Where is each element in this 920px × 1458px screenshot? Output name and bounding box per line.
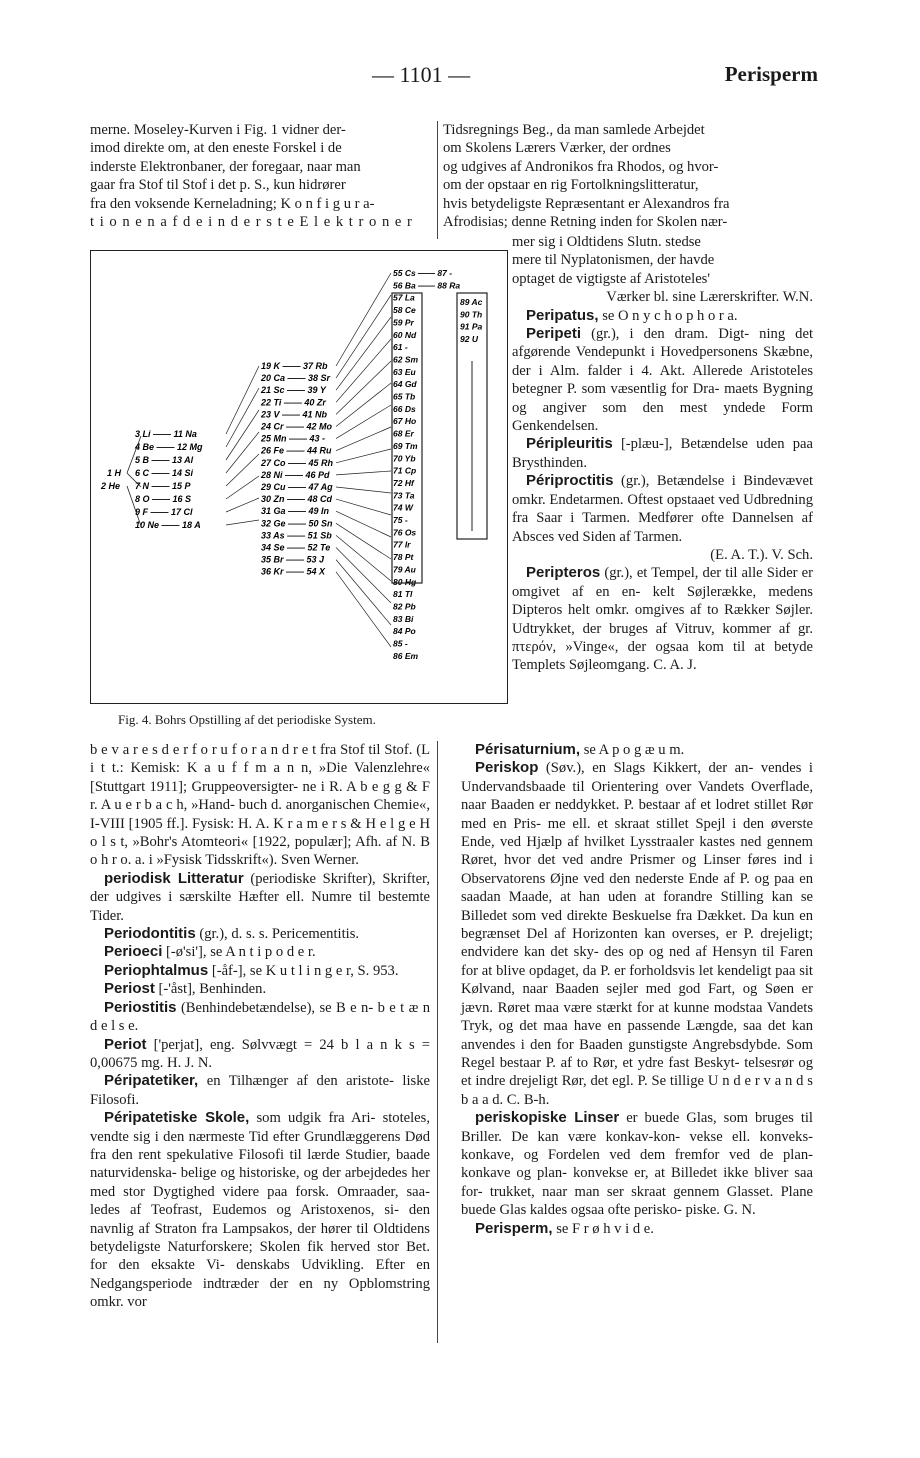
text-line: merne. Moseley-Kurven i Fig. 1 vidner der- (90, 122, 346, 138)
dictionary-entry (461, 741, 813, 759)
connector-line (226, 366, 259, 434)
element-label: 89 Ac (460, 297, 483, 307)
periodic-system-diagram (91, 251, 507, 703)
element-label: 58 Ce (393, 305, 416, 316)
element-label: 63 Eu (393, 366, 416, 377)
dictionary-entry (512, 472, 813, 546)
element-label: 56 Ba —— 88 Ra (393, 280, 461, 291)
entry-headword: Peripeti (526, 325, 582, 343)
connector-line (336, 273, 391, 366)
left-bottom-text (90, 741, 430, 1312)
element-label: 92 U (460, 334, 478, 345)
element-label: 27 Co —— 45 Rh (261, 457, 334, 468)
column-rule-top (437, 121, 438, 239)
connector-line (336, 295, 391, 378)
element-label: 20 Ca —— 38 Sr (261, 373, 331, 384)
entry-headword: Perioeci (104, 943, 163, 961)
connector-line (336, 499, 391, 515)
entry-headword: Péripleuritis (526, 435, 613, 453)
entry-text: [-'åst], Benhinden. (158, 981, 267, 998)
dictionary-entry (90, 1109, 430, 1311)
element-label: 4 Be —— 12 Mg (135, 442, 203, 452)
text-line: inderste Elektronbaner, der foregaar, naar man (90, 158, 361, 175)
page-number: — 1101 — (372, 62, 471, 87)
dictionary-entry (90, 1072, 430, 1109)
connector-line (336, 339, 391, 402)
element-label: 81 Tl (393, 589, 413, 600)
dictionary-entry (512, 435, 813, 472)
connector-line (336, 548, 391, 604)
element-label: 67 Ho (393, 416, 417, 427)
element-label: 90 Th (460, 309, 483, 320)
element-label: 8 O —— 16 S (135, 494, 192, 504)
connector-line (226, 454, 259, 486)
element-label: 10 Ne —— 18 A (135, 520, 201, 530)
element-label: 22 Ti —— 40 Zr (261, 397, 326, 408)
element-label: 62 Sm (393, 354, 419, 365)
connector-line (336, 405, 391, 439)
element-label: 31 Ga —— 49 In (261, 506, 330, 517)
element-label: 7 N —— 15 P (135, 481, 191, 491)
element-label: 35 Br —— 53 J (261, 554, 325, 565)
entry-headword: Periostitis (104, 998, 177, 1016)
element-label: 77 Ir (393, 539, 411, 550)
dictionary-entry (512, 307, 813, 325)
element-label: 60 Nd (393, 329, 417, 340)
element-label: 69 Tm (393, 440, 418, 451)
text-line: Tidsregnings Beg., da man samlede Arbejdet (443, 122, 705, 138)
dictionary-entry (90, 1036, 430, 1073)
connector-line (336, 535, 391, 581)
element-label: 26 Fe —— 44 Ru (261, 445, 332, 456)
entry-text: (gr.), i den dram. Digt- ning det afgørende Vendepunkt i Hovedpersonens Skæbne, der i Alm. falder i 4. Akt. Allerede Aristoteles betegner P. som væsentlig for Dra- maets Bygning og angiver som den mest yndede Form Genkendelsen. (512, 326, 813, 435)
entry-text: [-ø'si'], se A n t i p o d e r. (166, 944, 316, 961)
element-label: 57 La (393, 292, 415, 303)
entry-headword: Peripatus, (526, 306, 599, 324)
element-label: 29 Cu —— 47 Ag (261, 482, 333, 492)
connector-line (336, 523, 391, 559)
entry-text: (gr.), d. s. s. Pericementitis. (199, 926, 360, 943)
element-label: 3 Li —— 11 Na (135, 429, 197, 439)
element-label: 75 - (393, 515, 408, 525)
element-label: 70 Yb (393, 453, 416, 464)
entry-text: en Tilhænger af den aristote- liske Filosofi. (90, 1073, 430, 1108)
element-label: 28 Ni —— 46 Pd (261, 469, 330, 480)
element-label: 79 Au (393, 564, 416, 575)
entry-text: ['perjat], eng. Sølvvægt = 24 b l a n k s = 0,00675 mg. H. J. N. (90, 1036, 430, 1071)
element-label: 2 He (101, 481, 121, 491)
text-line: optaget de vigtigste af Aristoteles' (512, 270, 710, 287)
element-label: 65 Tb (393, 391, 416, 402)
entry-text: er buede Glas, som bruges til Briller. De kan være konkav-kon- vekse ell. konveks-konkave, og Fordelen ved dem fremfor ved de plan-konkave og plan- konvekse er, at Billedet ikke bliver saa for- trukket, naar man ser skraat gennem Glasset. Plane buede Glas kaldes ogsaa ofte perisko- piske. G. N. (461, 1110, 813, 1219)
entry-headword: Péripatetiker, (104, 1072, 199, 1090)
dictionary-entry (90, 999, 430, 1036)
figure-caption: Fig. 4. Bohrs Opstilling af det periodiske System. (118, 712, 376, 727)
element-label: 76 Os (393, 527, 417, 538)
dictionary-entry (461, 1109, 813, 1219)
entry-text: se O n y c h o p h o r a. (602, 307, 738, 324)
entry-text: (Benhindebetændelse), se B e n- b e t æ n d e l s e. (90, 999, 430, 1035)
element-label: 66 Ds (393, 403, 416, 414)
element-label: 24 Cr —— 42 Mo (261, 421, 333, 432)
text-line: t i o n e n a f d e i n d e r s t e E l e k t r o n e r (90, 214, 413, 231)
text-line: Afrodisias; denne Retning inden for Skolen nær- (443, 214, 728, 231)
right-bottom-text (461, 741, 813, 1238)
connector-line (336, 383, 391, 427)
element-label: 72 Hf (393, 477, 414, 488)
dictionary-entry (90, 962, 430, 980)
element-label: 21 Sc —— 39 Y (261, 385, 326, 396)
element-label: 73 Ta (393, 490, 415, 501)
element-label: 9 F —— 17 Cl (135, 507, 193, 517)
entry-text: se A p o g æ u m. (583, 742, 685, 758)
dictionary-entry (90, 870, 430, 925)
entry-headword: Périproctitis (526, 472, 614, 490)
connector-line (336, 427, 391, 451)
entry-text: (E. A. T.). V. Sch. (710, 546, 813, 563)
dictionary-entry (512, 546, 813, 564)
element-label: 19 K —— 37 Rb (261, 361, 328, 371)
text-line: imod direkte om, at den eneste Forskel i de (90, 140, 342, 157)
element-label: 64 Gd (393, 379, 417, 390)
entries-mid (512, 307, 813, 675)
element-label: 1 H (107, 468, 122, 478)
element-label: 78 Pt (393, 552, 414, 563)
connector-line (336, 471, 391, 475)
element-label: 5 B —— 13 Al (135, 455, 194, 465)
dictionary-entry (90, 943, 430, 961)
element-label: 34 Se —— 52 Te (261, 542, 331, 553)
connector-line (336, 560, 391, 625)
entry-text: (gr.), Betændelse i Bindevævet omkr. Endetarmen. Oftest opstaaet ved Udbredning fra Saar i Tarmen. Medfører ofte Dannelsen af Absces ved Siden af Tarmen. (512, 473, 813, 545)
text-line: fra den voksende Kerneladning; K o n f i g u r a- (90, 195, 375, 212)
running-head: Perisperm (724, 62, 818, 86)
entry-text: se F r ø h v i d e. (556, 1220, 654, 1237)
connector-line (336, 317, 391, 390)
element-label: 61 - (393, 342, 408, 353)
element-label: 86 Em (393, 650, 419, 661)
element-label: 36 Kr —— 54 X (261, 566, 326, 577)
entry-headword: Periodontitis (104, 925, 196, 943)
entry-headword: Peripteros (526, 564, 601, 582)
text-line: Værker bl. sine Lærerskrifter. W.N. (606, 289, 813, 306)
text-line: og udgives af Andronikos fra Rhodos, og hvor- (443, 158, 719, 175)
dictionary-entry (461, 759, 813, 1109)
element-label: 68 Er (393, 428, 414, 439)
entry-text: (periodiske Skrifter), Skrifter, der udgives i særskilte Hæfter ell. Numre til bestemte Tider. (90, 870, 430, 924)
entry-text: [-plæu-], Betændelse uden paa Brysthinden. (512, 436, 813, 471)
entry-headword: periskopiske Linser (475, 1109, 620, 1127)
element-label: 6 C —— 14 Si (135, 468, 194, 478)
entry-text: [-åf-], se K u t l i n g e r, S. 953. (211, 962, 399, 979)
element-label: 25 Mn —— 43 - (261, 433, 326, 444)
connector-line (336, 572, 391, 647)
element-label: 55 Cs —— 87 - (393, 268, 453, 278)
text-line: mere til Nyplatonismen, der havde (512, 252, 715, 269)
connector-line (336, 511, 391, 537)
entry-headword: Perisperm, (475, 1219, 553, 1237)
dictionary-entry (90, 925, 430, 943)
element-label: 84 Po (393, 626, 416, 637)
text-line: om der opstaar en rig Fortolkningslitteratur, (443, 177, 699, 194)
connector-line (226, 476, 259, 499)
text-line: mer sig i Oldtidens Slutn. stedse (512, 234, 701, 250)
entry-headword: Periot (104, 1035, 147, 1053)
figure-periodic-system (90, 250, 508, 704)
entry-headword: Periophtalmus (104, 961, 209, 979)
entry-text: (Søv.), en Slags Kikkert, der an- vendes i Undervandsbaade til Orientering over Vandets Overflade, naar Baaden er neddykket. P. bestaar af et lodret stillet Rør med en Pris- me ell. et skraat stillet Spejl i den øverste Ende, ved Hjælp af hvilket Lysstraaler kastes ned gennem Røret, hvor det ved andre Prismer og Linser føres ind i Observatorens Øjne ved den nederste Ende af P. og paa en saadan Maade, at han uden at forandre Stilling kan se Billedet som ved direkte Beskuelse fra Dækket. Da kun en begrænset Del af Horizonten kan overses, er P. drejeligt; endvidere kan det sky- des op og ned af Hensyn til Faren for at blive opdaget, da P. er forholdsvis let kendeligt paa sit Kølvand, naar Baaden sejler med god Fart, og Søen er jævn. Røret maa være stærkt for at kunne modstaa Vandets Tryk, og det maa have en passende Længde, saa det kan anvendes i den for Baaden gunstigste Angrebsdybde. Som Regel bestaar P. af to Rør, et ydre fast Beskyt- telsesrør og et indre drejeligt Rør, det egl. P. Se tillige U n d e r v a n d s b a a d. C. B-h. (461, 760, 813, 1108)
entry-headword: Periskop (475, 759, 539, 777)
text-line: om Skolens Lærers Værker, der ordnes (443, 140, 671, 157)
entry-headword: periodisk Litteratur (104, 869, 244, 887)
dictionary-entry (512, 325, 813, 435)
element-label: 85 - (393, 638, 408, 649)
connector-line (226, 520, 259, 525)
element-label: 30 Zn —— 48 Cd (261, 494, 333, 505)
text-line: gaar fra Stof til Stof i det p. S., kun hidrører (90, 177, 346, 194)
entry-headword: Periost (104, 980, 155, 998)
dictionary-entry (90, 980, 430, 998)
element-label: 74 W (393, 502, 413, 513)
element-label: 32 Ge —— 50 Sn (261, 518, 333, 529)
dictionary-entry (512, 564, 813, 674)
element-label: 71 Cp (393, 465, 417, 476)
left-top-text (90, 121, 430, 231)
entry-text: (gr.), et Tempel, der til alle Sider er omgivet af en en- kelt Søjlerække, medens Dipteros helt omkr. omgives af to Rækker Søjler. Udtrykket, der bruges af Vitruv, kommer af gr. πτερόν, »Vinge«, der ogsaa kom til at betyde Templets Søjleomgang. C. A. J. (512, 565, 813, 674)
text-line: hvis betydeligste Repræsentant er Alexandros fra (443, 195, 730, 212)
element-label: 59 Pr (393, 317, 414, 328)
right-mid-text (512, 233, 813, 675)
dictionary-entry (90, 741, 430, 870)
element-label: 33 As —— 51 Sb (261, 530, 332, 541)
element-label: 82 Pb (393, 601, 416, 612)
dictionary-entry (461, 1220, 813, 1238)
connector-line (336, 449, 391, 463)
entry-headword: Périsaturnium, (475, 741, 581, 758)
element-label: 91 Pa (460, 321, 483, 332)
right-top-text (443, 121, 813, 231)
entry-text: som udgik fra Ari- stoteles, vendte sig i den nærmeste Tid efter Grundlæggerens Død fra den rent spekulative Filosofi til lærde Studier, baade naturvidenska- belige og historiske, og der arbejdedes her med stor Dygtighed videre paa forsk. Omraader, saa- ledes af Teofrast, Eudemos og Aristoxenos, si- den navnlig af Straton fra Lampsakos, der hører til Oldtidens betydeligste Naturforskere; Skolen fik herved stor Bet. for den eksakte Vi- denskabs Udvikling. Efter en Nedgangsperiode indtræder der en ny Opblomstring omkr. vor (90, 1110, 430, 1311)
connector-line (226, 498, 259, 512)
element-label: 83 Bi (393, 613, 414, 624)
element-label: 80 Hg (393, 576, 417, 587)
entry-headword: Péripatetiske Skole, (104, 1109, 250, 1127)
connector-line (336, 361, 391, 414)
entry-text: b e v a r e s d e r f o r u f o r a n d r e t fra Stof til Stof. (L i t t.: Kemisk: K a u f f m a n n, »Die Valenzlehre« [Stuttgart 1911]; Gruppeoversigter- ne i R. A b e g g & F r. A u e r b a c h, »Hand- buch d. anorganischen Chemie«, I-VIII [1905 ff.]. Fysisk: H. A. K r a m e r s & H e l g e H o l s t, »Bohr's Atomteori« [1922, populær]; Afh. af N. B o h r o. a. i »Fysisk Tidsskrift«). Sven Werner. (90, 742, 430, 869)
column-rule-bottom (437, 741, 438, 1343)
element-label: 23 V —— 41 Nb (261, 409, 328, 420)
connector-line (336, 487, 391, 493)
